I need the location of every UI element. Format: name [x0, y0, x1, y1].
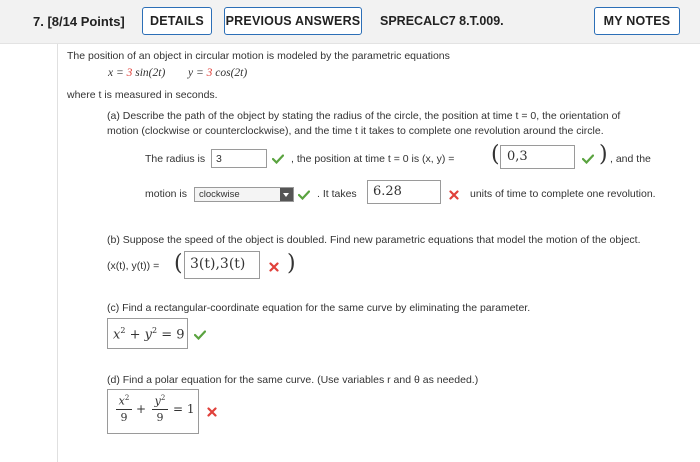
part-a-prompt-line2: motion (clockwise or counterclockwise), and the time t it takes to complete one revolution around the circle. [107, 125, 604, 137]
part-d-rhs: = 1 [173, 402, 195, 416]
part-b-close-paren: ) [287, 251, 296, 276]
question-number: 7. [8/14 Points] [33, 14, 125, 29]
part-a-prompt-line1: (a) Describe the path of the object by stating the radius of the circle, the position at time t = 0, the orientation of [107, 110, 621, 122]
units-text: units of time to complete one revolution. [470, 188, 656, 200]
intro-text: The position of an object in circular motion is modeled by the parametric equations [67, 50, 450, 62]
and-the-text: , and the [610, 153, 651, 165]
position-label: , the position at time t = 0 is (x, y) = [291, 153, 455, 165]
details-button[interactable]: DETAILS [142, 7, 212, 35]
part-c-prompt: (c) Find a rectangular-coordinate equation for the same curve by eliminating the parameter. [107, 302, 531, 314]
part-d-input[interactable] [107, 389, 199, 434]
chevron-down-icon[interactable] [280, 188, 293, 201]
my-notes-button[interactable]: MY NOTES [594, 7, 680, 35]
fraction-y: $y^2$ 9 [152, 394, 168, 424]
part-c-input[interactable]: $x^2 + y^2 = 9$ [107, 318, 188, 349]
radius-label: The radius is [145, 153, 206, 165]
time-incorrect-icon [449, 190, 459, 200]
fraction-x: $x^2$ 9 [116, 394, 132, 424]
radius-correct-icon [272, 154, 284, 164]
where-text: where t is measured in seconds. [67, 89, 218, 101]
equation-x: x = 3 sin(2t) [108, 67, 166, 79]
part-b-lhs: (x(t), y(t)) = [107, 260, 160, 272]
it-takes-text: . It takes [317, 188, 357, 200]
radius-input[interactable]: 3 [211, 149, 267, 168]
position-open-paren: ( [491, 142, 500, 167]
equation-y: y = 3 cos(2t) [188, 67, 248, 79]
motion-dropdown-value: clockwise [199, 189, 240, 200]
plus-sign: + [136, 402, 147, 416]
problem-code: SPRECALC7 8.T.009. [380, 14, 504, 28]
question-header [0, 0, 700, 44]
part-d-prompt: (d) Find a polar equation for the same curve. (Use variables r and θ as needed.) [107, 374, 479, 386]
part-d-incorrect-icon [207, 407, 217, 417]
part-b-open-paren: ( [174, 251, 183, 276]
motion-correct-icon [298, 190, 310, 200]
motion-dropdown[interactable] [194, 187, 294, 202]
part-b-input[interactable]: 3(t),3(t) [184, 251, 260, 279]
position-input[interactable]: 0,3 [500, 145, 575, 169]
part-c-rhs: = 9 [157, 327, 185, 343]
part-b-incorrect-icon [269, 262, 279, 272]
part-c-correct-icon [194, 330, 206, 340]
time-input[interactable]: 6.28 [367, 180, 441, 204]
position-correct-icon [582, 154, 594, 164]
previous-answers-button[interactable]: PREVIOUS ANSWERS [224, 7, 362, 35]
motion-label: motion is [145, 188, 188, 200]
position-close-paren: ) [599, 142, 608, 167]
part-b-prompt: (b) Suppose the speed of the object is doubled. Find new parametric equations that model the motion of the object. [107, 234, 641, 246]
